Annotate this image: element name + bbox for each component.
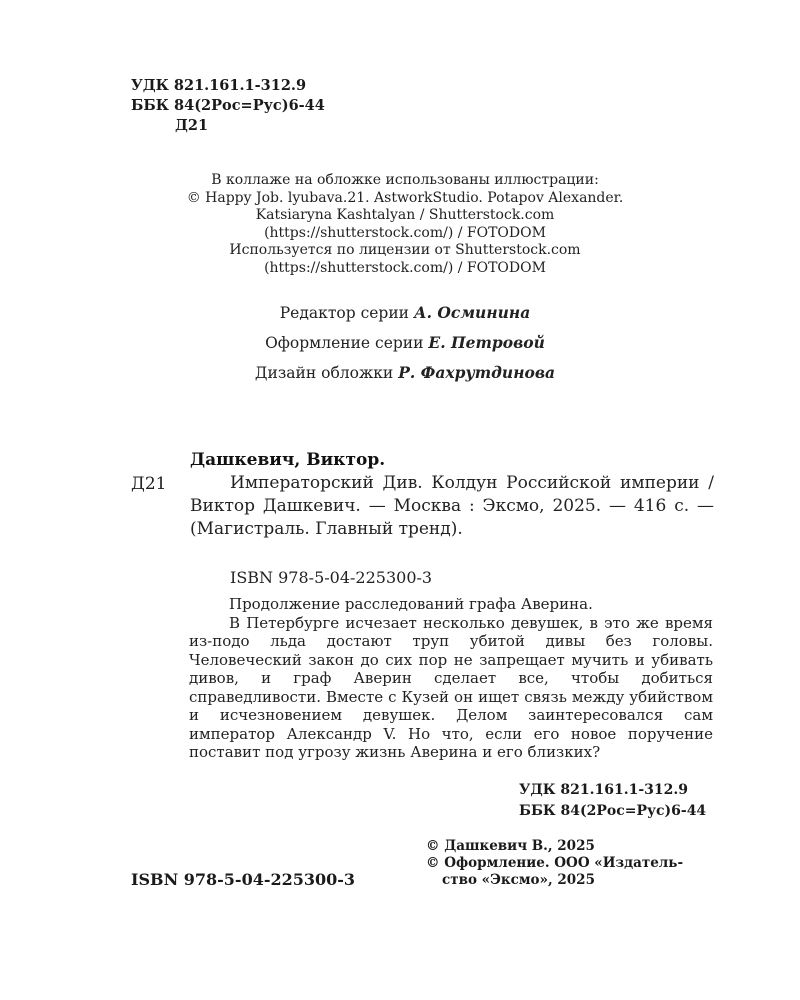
- copyright-design-cont: ство «Эксмо», 2025: [442, 872, 595, 888]
- annotation: [189, 595, 713, 762]
- series-staff: [131, 298, 679, 388]
- cover-design: [131, 358, 679, 388]
- cover-design-name: Р. Фахрутдинова: [398, 363, 556, 382]
- cover-illustration-credits: [131, 172, 679, 278]
- bbk-code: ББК 84(2Рос=Рус)6-44: [131, 97, 325, 114]
- credits-line: В коллаже на обложке использованы иллюстрации:: [211, 172, 599, 188]
- annotation-paragraph: В Петербурге исчезает несколько девушек, в это же время из-подо льда достают труп убитой дивы без головы. Человеческий закон до сих пор не запрещает мучить и убивать дивов, и граф Аверин сделает все, чтобы добиться справедливости. Вместе с Кузей он ищет связь между убийством и исчезновением девушек. Делом заинтересовался сам император Александр V. Но что, если его новое поручение поставит под угрозу жизнь Аверина и его близких?: [189, 613, 713, 761]
- credits-line: © Happy Job. lyubava.21. AstworkStudio. Potapov Alexander.: [186, 189, 624, 206]
- classification-block-bottom: [519, 780, 706, 822]
- series-design-label: Оформление серии: [265, 334, 424, 352]
- series-design-name: Е. Петровой: [428, 333, 545, 352]
- annotation-paragraph: Продолжение расследований графа Аверина.: [229, 595, 593, 613]
- copyright-block: [426, 838, 683, 889]
- isbn-bottom: ISBN 978-5-04-225300-3: [131, 870, 356, 889]
- series-editor: [131, 298, 679, 328]
- bibliographic-description: Императорский Див. Колдун Российской империи / Виктор Дашкевич. — Москва : Эксмо, 2025. — 416 с. — (Магистраль. Главный тренд).: [190, 473, 714, 539]
- copyright-design: © Оформление. ООО «Издатель-: [426, 855, 684, 871]
- credits-line: (https://shutterstock.com/) / FOTODOM: [264, 259, 546, 276]
- cover-design-label: Дизайн обложки: [254, 364, 394, 382]
- udk-code-bottom: УДК 821.161.1-312.9: [519, 782, 689, 798]
- credits-line: Используется по лицензии от Shutterstock.com: [229, 242, 581, 259]
- series-editor-name: А. Осминина: [413, 303, 531, 322]
- entry-cutter-code: Д21: [131, 474, 167, 494]
- author-heading: Дашкевич, Виктор.: [190, 450, 386, 470]
- credits-line: Katsiaryna Kashtalyan / Shutterstock.com: [255, 207, 555, 224]
- classification-block-top: [131, 76, 325, 136]
- credits-line: (https://shutterstock.com/) / FOTODOM: [264, 224, 546, 241]
- isbn-record: ISBN 978-5-04-225300-3: [230, 568, 433, 587]
- bibliographic-entry: [131, 472, 714, 541]
- copyright-author: © Дашкевич В., 2025: [426, 838, 595, 854]
- cutter-code: Д21: [175, 117, 209, 134]
- bibliographic-record: [131, 448, 714, 541]
- series-editor-label: Редактор серии: [279, 304, 410, 322]
- udk-code: УДК 821.161.1-312.9: [131, 77, 307, 94]
- bbk-code-bottom: ББК 84(2Рос=Рус)6-44: [519, 803, 707, 819]
- series-design: [131, 328, 679, 358]
